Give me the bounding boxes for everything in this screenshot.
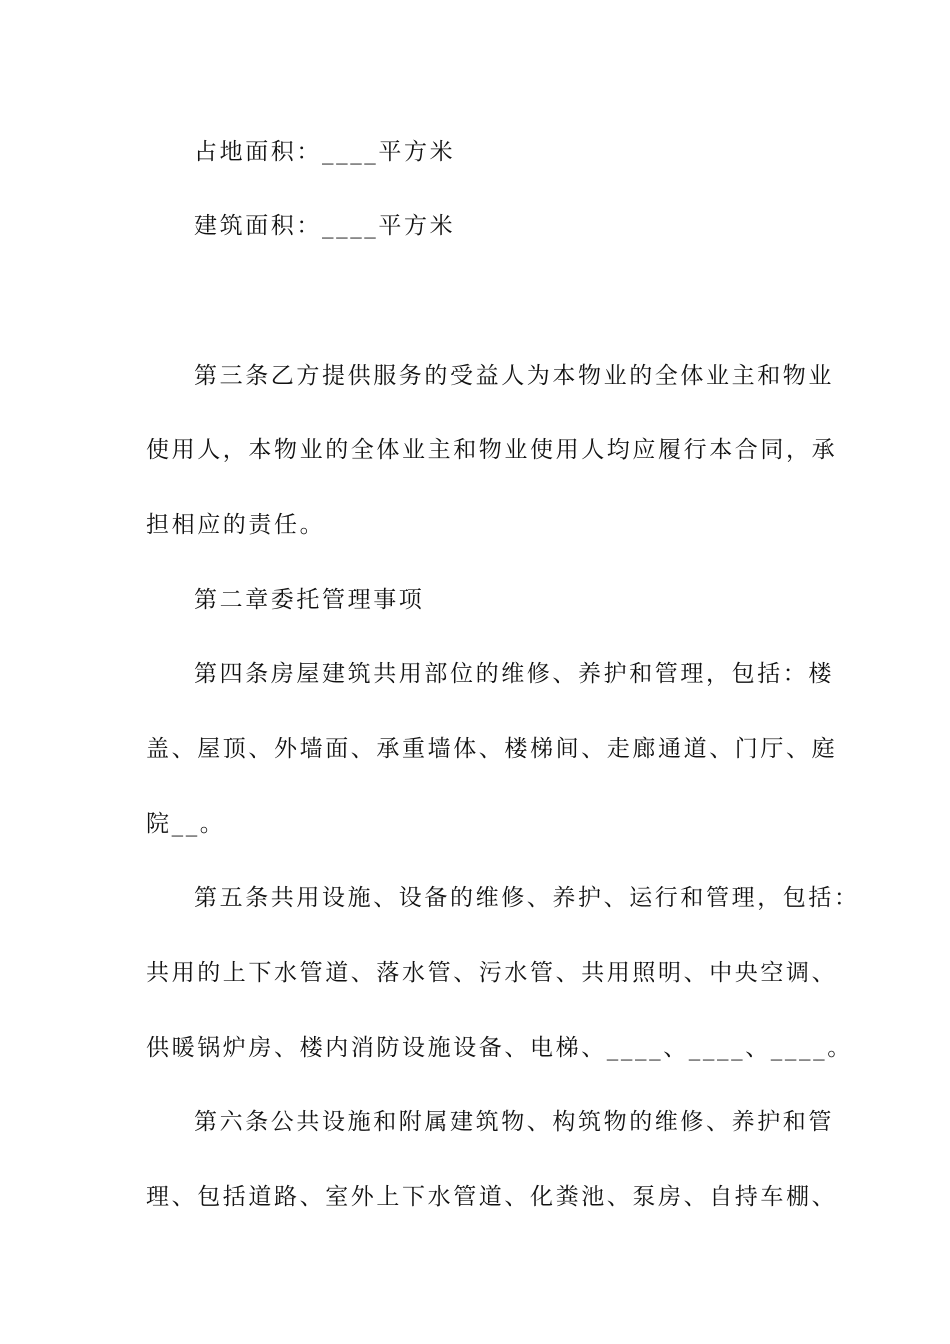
article4-line-2: 盖、屋顶、外墙面、承重墙体、楼梯间、走廊通道、门厅、庭: [146, 736, 838, 762]
chapter2-title: 第二章委托管理事项: [194, 587, 425, 613]
building-area-line: 建筑面积：____平方米: [194, 213, 456, 239]
article6-line-2: 理、包括道路、室外上下水管道、化粪池、泵房、自持车棚、: [146, 1184, 838, 1210]
article3-line-1: 第三条乙方提供服务的受益人为本物业的全体业主和物业: [194, 363, 834, 389]
article6-line-1: 第六条公共设施和附属建筑物、构筑物的维修、养护和管: [194, 1109, 834, 1135]
article5-line-1: 第五条共用设施、设备的维修、养护、运行和管理，包括：: [194, 885, 860, 911]
article3-line-2: 使用人，本物业的全体业主和物业使用人均应履行本合同，承: [146, 437, 838, 463]
article3-line-3: 担相应的责任。: [146, 512, 326, 538]
article5-line-3: 供暖锅炉房、楼内消防设施设备、电梯、____、____、____。: [146, 1035, 853, 1061]
land-area-line: 占地面积：____平方米: [194, 139, 456, 165]
article4-line-3: 院__。: [146, 811, 226, 837]
article4-line-1: 第四条房屋建筑共用部位的维修、养护和管理，包括：楼: [194, 661, 834, 687]
article5-line-2: 共用的上下水管道、落水管、污水管、共用照明、中央空调、: [146, 960, 838, 986]
